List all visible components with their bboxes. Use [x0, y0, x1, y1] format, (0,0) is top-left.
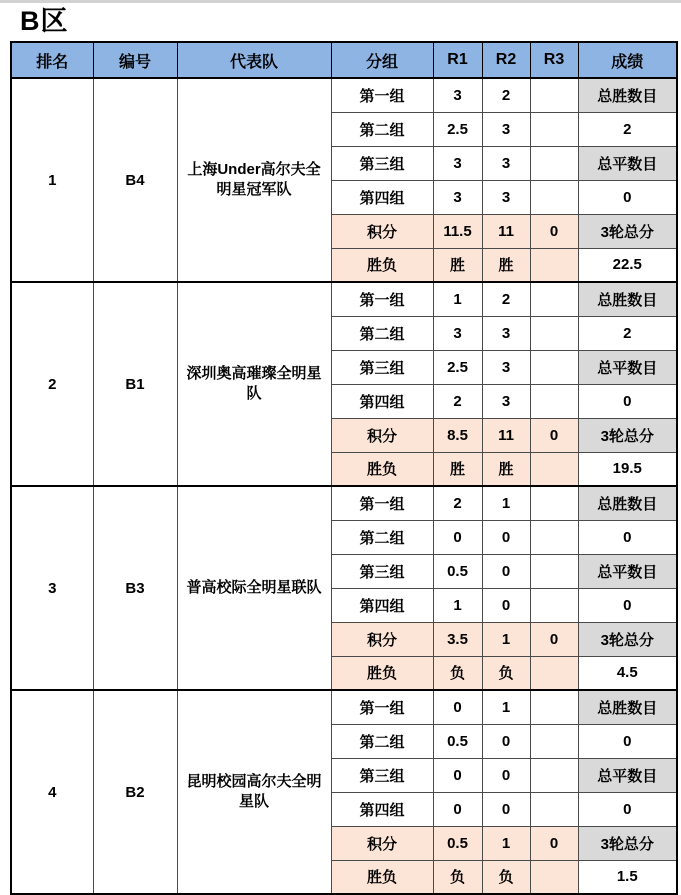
r3-cell [530, 860, 578, 894]
r3-cell [530, 78, 578, 112]
r2-cell: 11 [482, 418, 530, 452]
group-label-cell: 第四组 [331, 588, 433, 622]
group-label-cell: 第二组 [331, 316, 433, 350]
r1-cell: 3 [433, 78, 482, 112]
r3-cell [530, 112, 578, 146]
group-label-cell: 第三组 [331, 758, 433, 792]
r1-cell: 3 [433, 316, 482, 350]
r2-cell: 胜 [482, 248, 530, 282]
r1-cell: 0.5 [433, 724, 482, 758]
group-label-cell: 第一组 [331, 78, 433, 112]
header-r3: R3 [530, 42, 578, 78]
result-value-cell: 2 [578, 112, 677, 146]
group-label-cell: 第四组 [331, 792, 433, 826]
result-value-cell: 4.5 [578, 656, 677, 690]
r2-cell: 3 [482, 112, 530, 146]
r3-cell: 0 [530, 418, 578, 452]
rank-cell: 3 [11, 486, 93, 690]
r2-cell: 1 [482, 622, 530, 656]
team-name-cell: 上海Under高尔夫全明星冠军队 [177, 78, 331, 282]
r2-cell: 负 [482, 656, 530, 690]
r3-cell [530, 248, 578, 282]
r1-cell: 0 [433, 690, 482, 724]
r1-cell: 2.5 [433, 112, 482, 146]
group-label-cell: 积分 [331, 826, 433, 860]
group-label-cell: 第三组 [331, 146, 433, 180]
header-result: 成绩 [578, 42, 677, 78]
r3-cell [530, 350, 578, 384]
window-top-strip [0, 0, 681, 3]
table-row [11, 690, 677, 724]
r1-cell: 3.5 [433, 622, 482, 656]
r2-cell: 胜 [482, 452, 530, 486]
r2-cell: 3 [482, 384, 530, 418]
r2-cell: 1 [482, 826, 530, 860]
r3-cell: 0 [530, 826, 578, 860]
r1-cell: 负 [433, 860, 482, 894]
r3-cell [530, 724, 578, 758]
r1-cell: 1 [433, 588, 482, 622]
code-cell: B1 [93, 282, 177, 486]
r2-cell: 0 [482, 554, 530, 588]
group-label-cell: 第四组 [331, 384, 433, 418]
group-label-cell: 第二组 [331, 112, 433, 146]
result-label-cell: 总胜数目 [578, 78, 677, 112]
rank-cell: 2 [11, 282, 93, 486]
result-label-cell: 3轮总分 [578, 418, 677, 452]
results-table [10, 41, 678, 895]
r1-cell: 3 [433, 180, 482, 214]
r3-cell [530, 180, 578, 214]
result-value-cell: 0 [578, 520, 677, 554]
result-label-cell: 3轮总分 [578, 622, 677, 656]
r1-cell: 0 [433, 758, 482, 792]
team-block-4 [11, 690, 677, 894]
r2-cell: 2 [482, 282, 530, 316]
result-value-cell: 0 [578, 724, 677, 758]
header-r1: R1 [433, 42, 482, 78]
r1-cell: 0 [433, 520, 482, 554]
r2-cell: 2 [482, 78, 530, 112]
r3-cell [530, 792, 578, 826]
r3-cell: 0 [530, 622, 578, 656]
r1-cell: 11.5 [433, 214, 482, 248]
result-label-cell: 总胜数目 [578, 282, 677, 316]
result-label-cell: 总平数目 [578, 146, 677, 180]
team-block-2 [11, 282, 677, 486]
header-code: 编号 [93, 42, 177, 78]
group-label-cell: 积分 [331, 214, 433, 248]
result-value-cell: 22.5 [578, 248, 677, 282]
team-name-cell: 昆明校园高尔夫全明星队 [177, 690, 331, 894]
r1-cell: 2 [433, 486, 482, 520]
result-label-cell: 总胜数目 [578, 486, 677, 520]
table-row [11, 282, 677, 316]
rank-cell: 4 [11, 690, 93, 894]
code-cell: B4 [93, 78, 177, 282]
header-group: 分组 [331, 42, 433, 78]
r3-cell [530, 690, 578, 724]
result-label-cell: 总平数目 [578, 758, 677, 792]
r3-cell [530, 486, 578, 520]
r2-cell: 0 [482, 758, 530, 792]
r2-cell: 3 [482, 180, 530, 214]
result-value-cell: 0 [578, 180, 677, 214]
group-label-cell: 第二组 [331, 724, 433, 758]
page-title: B区 [20, 6, 69, 36]
r2-cell: 11 [482, 214, 530, 248]
r2-cell: 负 [482, 860, 530, 894]
code-cell: B3 [93, 486, 177, 690]
r2-cell: 0 [482, 520, 530, 554]
header-rank: 排名 [11, 42, 93, 78]
team-name-cell: 深圳奥高璀璨全明星队 [177, 282, 331, 486]
table-row [11, 486, 677, 520]
r1-cell: 负 [433, 656, 482, 690]
code-cell: B2 [93, 690, 177, 894]
result-label-cell: 总胜数目 [578, 690, 677, 724]
group-label-cell: 第三组 [331, 554, 433, 588]
header-team: 代表队 [177, 42, 331, 78]
r3-cell [530, 656, 578, 690]
r2-cell: 0 [482, 792, 530, 826]
result-value-cell: 1.5 [578, 860, 677, 894]
r3-cell [530, 554, 578, 588]
result-value-cell: 0 [578, 384, 677, 418]
header-r2: R2 [482, 42, 530, 78]
group-label-cell: 胜负 [331, 248, 433, 282]
r1-cell: 2 [433, 384, 482, 418]
group-label-cell: 胜负 [331, 656, 433, 690]
r1-cell: 0.5 [433, 826, 482, 860]
r1-cell: 胜 [433, 452, 482, 486]
r2-cell: 1 [482, 486, 530, 520]
result-value-cell: 19.5 [578, 452, 677, 486]
r3-cell [530, 588, 578, 622]
rank-cell: 1 [11, 78, 93, 282]
result-value-cell: 0 [578, 792, 677, 826]
r1-cell: 3 [433, 146, 482, 180]
team-block-1 [11, 78, 677, 282]
r2-cell: 0 [482, 724, 530, 758]
group-label-cell: 第一组 [331, 690, 433, 724]
result-label-cell: 3轮总分 [578, 214, 677, 248]
r3-cell [530, 146, 578, 180]
result-label-cell: 总平数目 [578, 554, 677, 588]
group-label-cell: 胜负 [331, 860, 433, 894]
team-name-cell: 普高校际全明星联队 [177, 486, 331, 690]
header-row [11, 42, 677, 78]
r3-cell [530, 282, 578, 316]
r2-cell: 3 [482, 316, 530, 350]
r3-cell [530, 316, 578, 350]
r1-cell: 2.5 [433, 350, 482, 384]
table-row [11, 78, 677, 112]
r1-cell: 0.5 [433, 554, 482, 588]
table-header [11, 42, 677, 78]
result-label-cell: 3轮总分 [578, 826, 677, 860]
r2-cell: 3 [482, 350, 530, 384]
r1-cell: 0 [433, 792, 482, 826]
r2-cell: 1 [482, 690, 530, 724]
result-label-cell: 总平数目 [578, 350, 677, 384]
r1-cell: 8.5 [433, 418, 482, 452]
team-block-3 [11, 486, 677, 690]
r3-cell [530, 384, 578, 418]
group-label-cell: 积分 [331, 418, 433, 452]
group-label-cell: 第一组 [331, 486, 433, 520]
r3-cell [530, 452, 578, 486]
group-label-cell: 第三组 [331, 350, 433, 384]
r3-cell [530, 520, 578, 554]
r3-cell [530, 758, 578, 792]
group-label-cell: 胜负 [331, 452, 433, 486]
group-label-cell: 第一组 [331, 282, 433, 316]
r2-cell: 0 [482, 588, 530, 622]
group-label-cell: 第二组 [331, 520, 433, 554]
r1-cell: 胜 [433, 248, 482, 282]
r1-cell: 1 [433, 282, 482, 316]
r2-cell: 3 [482, 146, 530, 180]
r3-cell: 0 [530, 214, 578, 248]
group-label-cell: 积分 [331, 622, 433, 656]
group-label-cell: 第四组 [331, 180, 433, 214]
result-value-cell: 2 [578, 316, 677, 350]
result-value-cell: 0 [578, 588, 677, 622]
